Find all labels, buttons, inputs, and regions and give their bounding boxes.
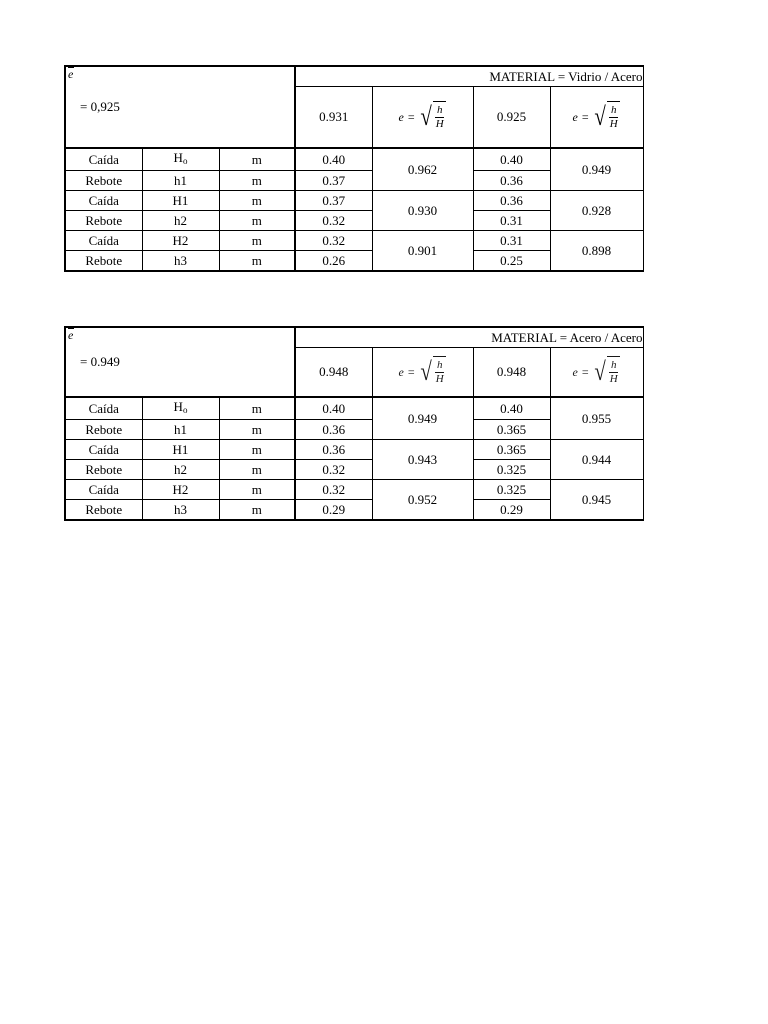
row-value-2: 0.29 bbox=[473, 500, 550, 521]
row-label: Rebote bbox=[65, 460, 142, 480]
e-value-2: 0.955 bbox=[550, 397, 643, 440]
row-label: Rebote bbox=[65, 211, 142, 231]
row-symbol: H2 bbox=[142, 480, 219, 500]
row-label: Caída bbox=[65, 397, 142, 420]
row-value-1: 0.40 bbox=[295, 397, 372, 420]
row-unit: m bbox=[219, 211, 295, 231]
row-unit: m bbox=[219, 397, 295, 420]
row-value-2: 0.36 bbox=[473, 191, 550, 211]
restitution-formula: e = √ $\frac{h}{H}$ bbox=[573, 98, 621, 136]
row-value-1: 0.32 bbox=[295, 480, 372, 500]
e-value-2: 0.928 bbox=[550, 191, 643, 231]
row-value-1: 0.29 bbox=[295, 500, 372, 521]
e-value-1: 0.962 bbox=[372, 148, 473, 191]
row-label: Caída bbox=[65, 191, 142, 211]
row-value-2: 0.31 bbox=[473, 231, 550, 251]
row-value-1: 0.37 bbox=[295, 191, 372, 211]
results-table-acero-acero bbox=[64, 326, 644, 521]
row-value-1: 0.37 bbox=[295, 171, 372, 191]
e-value-2: 0.944 bbox=[550, 440, 643, 480]
row-label: Caída bbox=[65, 480, 142, 500]
row-label: Rebote bbox=[65, 420, 142, 440]
row-value-1: 0.40 bbox=[295, 148, 372, 171]
restitution-formula: e = √ $\frac{h}{H}$ bbox=[399, 353, 447, 391]
row-symbol: h1 bbox=[142, 420, 219, 440]
formula-cell bbox=[372, 348, 473, 398]
e-value-1: 0.901 bbox=[372, 231, 473, 272]
row-symbol: h2 bbox=[142, 211, 219, 231]
row-label: Caída bbox=[65, 231, 142, 251]
row-symbol: Ho bbox=[142, 148, 219, 171]
row-label: Caída bbox=[65, 148, 142, 171]
row-value-1: 0.32 bbox=[295, 460, 372, 480]
e-value-2: 0.949 bbox=[550, 148, 643, 191]
row-value-2: 0.325 bbox=[473, 480, 550, 500]
row-value-1: 0.32 bbox=[295, 231, 372, 251]
row-value-2: 0.40 bbox=[473, 397, 550, 420]
row-symbol: h3 bbox=[142, 251, 219, 272]
row-symbol: H1 bbox=[142, 191, 219, 211]
summary-e2: 0.948 bbox=[473, 348, 550, 398]
material-header: MATERIAL = Vidrio / Acero bbox=[295, 66, 643, 87]
row-symbol: H1 bbox=[142, 440, 219, 460]
mean-e-cell bbox=[65, 327, 295, 397]
e-value-1: 0.930 bbox=[372, 191, 473, 231]
row-value-2: 0.365 bbox=[473, 420, 550, 440]
row-label: Rebote bbox=[65, 251, 142, 272]
mean-e-value: = 0,925 bbox=[80, 99, 120, 114]
row-unit: m bbox=[219, 440, 295, 460]
summary-e2: 0.925 bbox=[473, 87, 550, 149]
mean-e-symbol: e bbox=[68, 328, 74, 342]
row-label: Rebote bbox=[65, 500, 142, 521]
row-symbol: Ho bbox=[142, 397, 219, 420]
formula-cell bbox=[550, 348, 643, 398]
row-symbol: h3 bbox=[142, 500, 219, 521]
row-unit: m bbox=[219, 231, 295, 251]
row-unit: m bbox=[219, 148, 295, 171]
material-header: MATERIAL = Acero / Acero bbox=[295, 327, 643, 348]
row-value-1: 0.32 bbox=[295, 211, 372, 231]
row-value-2: 0.325 bbox=[473, 460, 550, 480]
e-value-2: 0.945 bbox=[550, 480, 643, 521]
row-value-2: 0.40 bbox=[473, 148, 550, 171]
e-value-2: 0.898 bbox=[550, 231, 643, 272]
row-value-2: 0.365 bbox=[473, 440, 550, 460]
formula-cell bbox=[372, 87, 473, 149]
row-unit: m bbox=[219, 191, 295, 211]
row-value-2: 0.25 bbox=[473, 251, 550, 272]
row-unit: m bbox=[219, 500, 295, 521]
mean-e-symbol: e bbox=[68, 67, 74, 81]
row-value-2: 0.31 bbox=[473, 211, 550, 231]
row-symbol: H2 bbox=[142, 231, 219, 251]
row-value-2: 0.36 bbox=[473, 171, 550, 191]
row-unit: m bbox=[219, 420, 295, 440]
row-value-1: 0.26 bbox=[295, 251, 372, 272]
results-table-vidrio-acero bbox=[64, 65, 644, 272]
row-label: Rebote bbox=[65, 171, 142, 191]
summary-e1: 0.931 bbox=[295, 87, 372, 149]
row-unit: m bbox=[219, 171, 295, 191]
row-value-1: 0.36 bbox=[295, 440, 372, 460]
e-value-1: 0.943 bbox=[372, 440, 473, 480]
e-value-1: 0.949 bbox=[372, 397, 473, 440]
mean-e-value: = 0.949 bbox=[80, 354, 120, 369]
restitution-formula: e = √ $\frac{h}{H}$ bbox=[399, 98, 447, 136]
restitution-formula: e = √ $\frac{h}{H}$ bbox=[573, 353, 621, 391]
row-unit: m bbox=[219, 460, 295, 480]
row-symbol: h2 bbox=[142, 460, 219, 480]
row-unit: m bbox=[219, 480, 295, 500]
row-value-1: 0.36 bbox=[295, 420, 372, 440]
row-symbol: h1 bbox=[142, 171, 219, 191]
e-value-1: 0.952 bbox=[372, 480, 473, 521]
row-unit: m bbox=[219, 251, 295, 272]
mean-e-cell bbox=[65, 66, 295, 148]
formula-cell bbox=[550, 87, 643, 149]
row-label: Caída bbox=[65, 440, 142, 460]
summary-e1: 0.948 bbox=[295, 348, 372, 398]
